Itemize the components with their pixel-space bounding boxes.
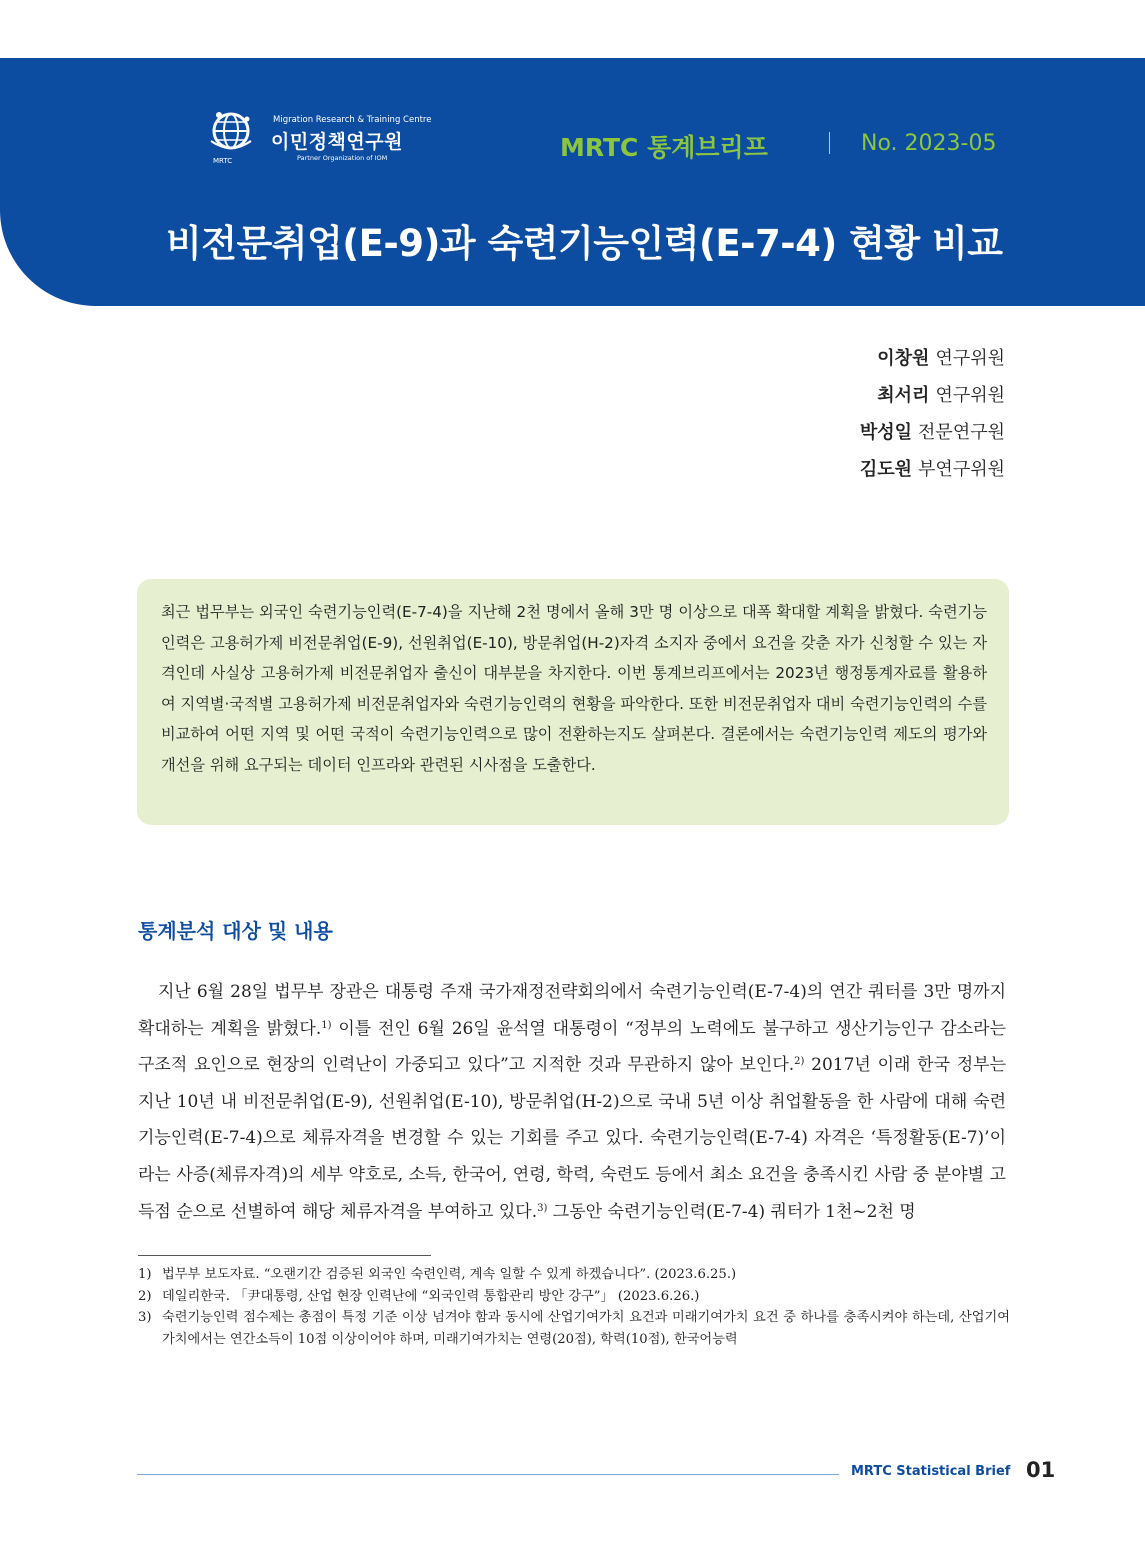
footnote-ref[interactable]: 3) [537, 1202, 548, 1214]
footnote-number: 2) [138, 1288, 152, 1304]
section-heading: 통계분석 대상 및 내용 [138, 919, 333, 943]
author-name: 이창원 [877, 348, 930, 369]
footnote [138, 1264, 1010, 1286]
footnote-text: 법무부 보도자료. “오랜기간 검증된 외국인 숙련인력, 계속 일할 수 있게 하겠습니다”. (2023.6.25.) [162, 1267, 737, 1282]
footnote [138, 1307, 1010, 1350]
logo-abbreviation: MRTC [213, 157, 233, 165]
logo-partner-text: Partner Organization of IOM [297, 154, 388, 162]
brief-number: No. 2023-05 [861, 131, 997, 156]
author-role: 연구위원 [935, 348, 1005, 369]
footnote-divider [138, 1255, 431, 1256]
footer-publication-name: MRTC Statistical Brief [851, 1464, 1011, 1479]
brief-series-title: MRTC 통계브리프 [560, 133, 768, 162]
footnote-list [138, 1264, 1010, 1350]
author-entry [860, 347, 1005, 384]
footnote-text: 숙련기능인력 점수제는 총점이 특정 기준 이상 넘겨야 함과 동시에 산업기여가치 요건과 미래기여가치 요건 중 하나를 충족시켜야 하는데, 산업기여가치에서는 연간소득이 10점 이상이어야 하며, 미래기여가치는 연령(20점), 학력(10점), 한국어능력 [162, 1310, 1010, 1347]
author-role: 부연구위원 [918, 459, 1005, 480]
body-text-part: 그동안 숙련기능인력(E-7-4) 쿼터가 1천~2천 명 [547, 1201, 916, 1222]
title-divider [829, 132, 830, 154]
header-band [0, 58, 1145, 306]
summary-text: 최근 법무부는 외국인 숙련기능인력(E-7-4)을 지난해 2천 명에서 올해 3만 명 이상으로 대폭 확대할 계획을 밝혔다. 숙련기능인력은 고용허가제 비전문취업(E-9), 선원취업(E-10), 방문취업(H-2)자격 소지자 중에서 요건을 갖춘 자가 신청할 수 있는 자격인데 사실상 고용허가제 비전문취업자 출신이 대부분을 차지한다. 이번 통계브리프에서는 2023년 행정통계자료를 활용하여 지역별·국적별 고용허가제 비전문취업자와 숙련기능인력의 현황을 파악한다. 또한 비전문취업자 대비 숙련기능인력의 수를 비교하여 어떤 지역 및 어떤 국적이 숙련기능인력으로 많이 전환하는지도 살펴본다. 결론에서는 숙련기능인력 제도의 평가와 개선을 위해 요구되는 데이터 인프라와 관련된 시사점을 도출한다. [161, 603, 987, 774]
page-number: 01 [1026, 1458, 1056, 1482]
footnote-ref[interactable]: 2) [794, 1056, 805, 1068]
body-text-part: 지난 6월 28일 법무부 장관은 대통령 주재 국가재정전략회의에서 숙련기능인력(E-7-4)의 연간 쿼터를 3만 명까지 확대하는 계획을 밝혔다. [138, 982, 1006, 1039]
footnote [138, 1286, 1010, 1308]
footnote-ref[interactable]: 1) [321, 1019, 332, 1031]
author-role: 전문연구원 [918, 422, 1005, 443]
author-entry [860, 384, 1005, 421]
author-name: 박성일 [859, 422, 913, 443]
body-text-part: 2017년 이래 한국 정부는 지난 10년 내 비전문취업(E-9), 선원취업(E-10), 방문취업(H-2)으로 국내 5년 이상 취업활동을 한 사람에 대해 숙련기능인력(E-7-4)으로 체류자격을 변경할 수 있는 기회를 주고 있다. 숙련기능인력(E-7-4) 자격은 ‘특정활동(E-7)’이라는 사증(체류자격)의 세부 약호로, 소득, 한국어, 연령, 학력, 숙련도 등에서 최소 요건을 충족시킨 사람 중 분야별 고득점 순으로 선별하여 해당 체류자격을 부여하고 있다. [138, 1055, 1006, 1222]
footnote-number: 1) [138, 1267, 152, 1282]
author-entry [860, 458, 1005, 495]
body-text-part: 이틀 전인 6월 26일 윤석열 대통령이 “정부의 노력에도 불구하고 생산기능인구 감소라는 구조적 요인으로 현장의 인력난이 가중되고 있다”고 지적한 것과 무관하지 않아 보인다. [138, 1018, 1006, 1076]
footnote-number: 3) [138, 1310, 152, 1325]
footer-rule [137, 1474, 839, 1475]
author-role: 연구위원 [935, 385, 1005, 406]
body-text [138, 974, 1006, 1230]
author-name: 최서리 [877, 385, 930, 406]
body-paragraph [138, 974, 1006, 1230]
author-name: 김도원 [859, 459, 913, 480]
footnote-text: 데일리한국. 「尹대통령, 산업 현장 인력난에 “외국인력 통합관리 방안 강구”」 (2023.6.26.) [162, 1288, 700, 1304]
author-list [860, 347, 1005, 495]
summary-box [137, 579, 1009, 825]
logo-korean-name: 이민정책연구원 [271, 131, 403, 153]
logo-english-name: Migration Research & Training Centre [273, 115, 432, 125]
mrtc-logo [205, 107, 432, 167]
author-entry [860, 421, 1005, 458]
page-title: 비전문취업(E-9)과 숙련기능인력(E-7-4) 현황 비교 [166, 222, 1003, 265]
